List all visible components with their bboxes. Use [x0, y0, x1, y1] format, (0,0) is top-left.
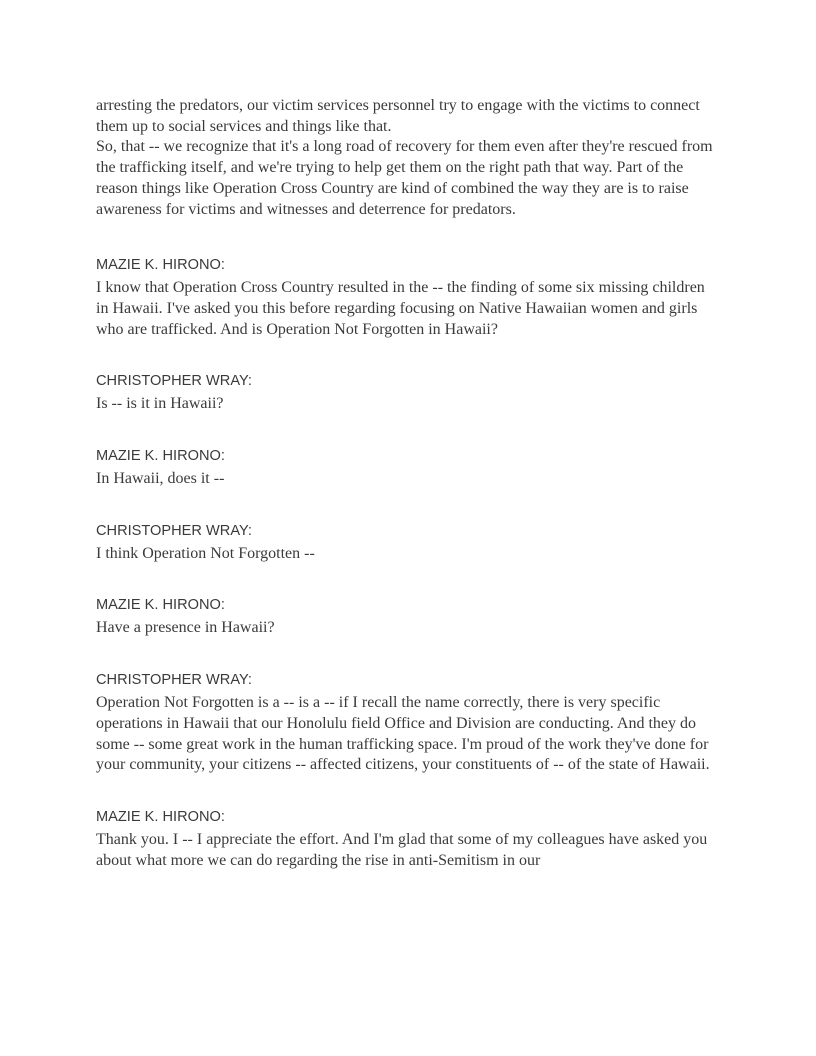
- speaker-label: MAZIE K. HIRONO:: [96, 448, 225, 465]
- transcript-paragraph: I think Operation Not Forgotten --: [96, 544, 315, 562]
- speaker-label: CHRISTOPHER WRAY:: [96, 672, 252, 689]
- transcript-block: [96, 96, 720, 220]
- transcript-block: [96, 808, 720, 871]
- transcript-paragraph: arresting the predators, our victim services personnel try to engage with the victims to connect them up to social services and things like that.: [96, 97, 700, 135]
- transcript-paragraph: Is -- is it in Hawaii?: [96, 395, 224, 413]
- transcript-paragraph: Operation Not Forgotten is a -- is a -- if I recall the name correctly, there is very specific operations in Hawaii that our Honolulu field Office and Division are conducting. And they do some -- some great work in the human trafficking space. I'm proud of the work they've done for your community, your citizens -- affected citizens, your constituents of -- of the state of Hawaii.: [96, 694, 710, 774]
- transcript-paragraph: So, that -- we recognize that it's a long road of recovery for them even after they're rescued from the trafficking itself, and we're trying to help get them on the right path that way. Part of the reason things like Operation Cross Country are kind of combined the way they are is to raise awareness for victims and witnesses and deterrence for predators.: [96, 138, 713, 218]
- speaker-label: MAZIE K. HIRONO:: [96, 597, 225, 614]
- transcript-block: [96, 596, 720, 639]
- transcript-paragraph: I know that Operation Cross Country resulted in the -- the finding of some six missing children in Hawaii. I've asked you this before regarding focusing on Native Hawaiian women and girls who are trafficked. And is Operation Not Forgotten in Hawaii?: [96, 279, 705, 338]
- speaker-label: MAZIE K. HIRONO:: [96, 257, 225, 274]
- transcript-paragraph: Thank you. I -- I appreciate the effort. And I'm glad that some of my colleagues have asked you about what more we can do regarding the rise in anti-Semitism in our: [96, 830, 708, 869]
- transcript-page: [96, 96, 720, 903]
- speaker-label: MAZIE K. HIRONO:: [96, 808, 225, 825]
- transcript-block: [96, 372, 720, 415]
- transcript-block: [96, 447, 720, 490]
- speaker-label: CHRISTOPHER WRAY:: [96, 522, 252, 539]
- transcript-paragraph: Have a presence in Hawaii?: [96, 619, 275, 637]
- transcript-block: [96, 256, 720, 340]
- transcript-paragraph: In Hawaii, does it --: [96, 470, 225, 488]
- transcript-block: [96, 671, 720, 776]
- speaker-label: CHRISTOPHER WRAY:: [96, 373, 252, 390]
- transcript-block: [96, 522, 720, 565]
